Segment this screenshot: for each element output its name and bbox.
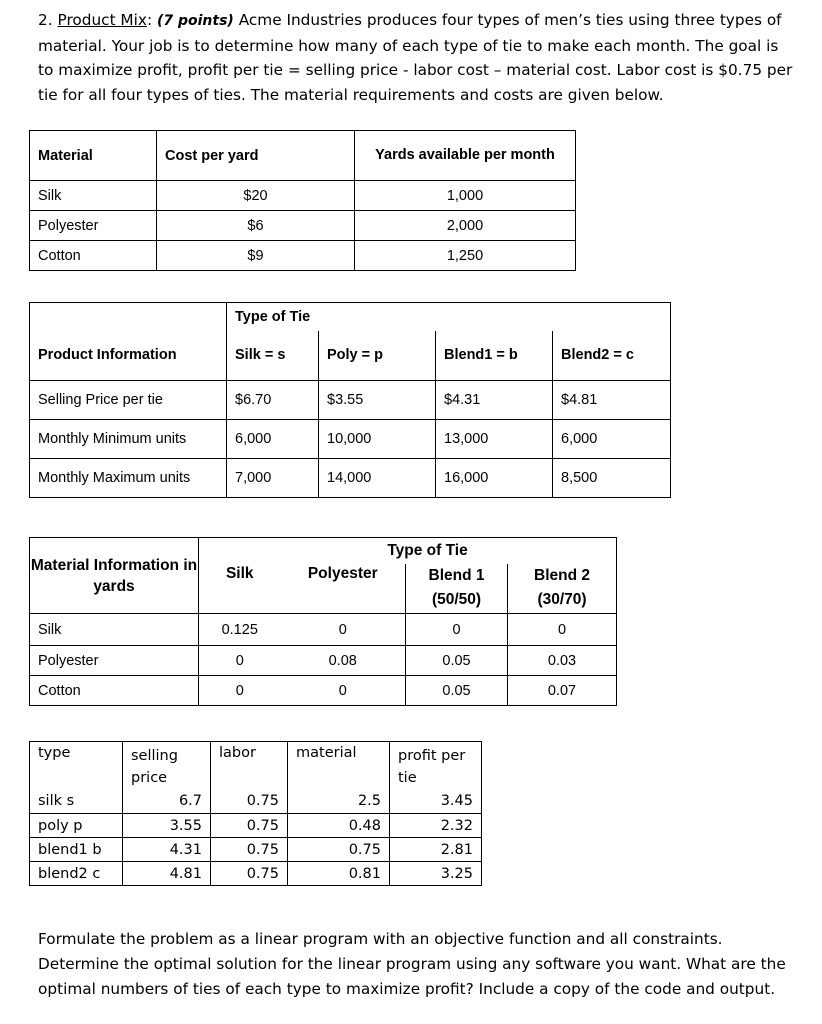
row-label: Silk xyxy=(30,614,199,646)
material-cost: $20 xyxy=(157,181,355,211)
header-blend1: Blend 1 (50/50) xyxy=(406,564,508,614)
cell-value: $6.70 xyxy=(227,381,319,420)
row-label: Monthly Minimum units xyxy=(30,420,227,459)
cell-value: 0 xyxy=(281,614,406,646)
header-blend2: Blend2 = c xyxy=(553,331,671,381)
problem-title: Product Mix xyxy=(57,11,147,29)
cell-value: 0.05 xyxy=(406,676,508,706)
cell-value: 8,500 xyxy=(553,459,671,498)
header-material: Material xyxy=(30,131,157,181)
header-material-information: Material Information in yards xyxy=(30,538,199,614)
cell-value: 10,000 xyxy=(319,420,436,459)
header-type: type xyxy=(30,742,123,790)
material-name: Silk xyxy=(30,181,157,211)
header-selling-price: selling price xyxy=(123,742,211,790)
row-label: Selling Price per tie xyxy=(30,381,227,420)
cell-value: 6,000 xyxy=(227,420,319,459)
cell-value: 0 xyxy=(199,676,281,706)
cell-value: 7,000 xyxy=(227,459,319,498)
cell-value: 0.07 xyxy=(508,676,617,706)
cell-value: 0 xyxy=(199,646,281,676)
profit-per-tie-table xyxy=(29,741,482,886)
cell-value: 2.5 xyxy=(288,790,390,814)
cell-value: 2.81 xyxy=(390,838,482,862)
cell-value: 14,000 xyxy=(319,459,436,498)
blank-corner xyxy=(30,303,227,331)
cell-value: 0 xyxy=(281,676,406,706)
row-label: Polyester xyxy=(30,646,199,676)
header-silk: Silk = s xyxy=(227,331,319,381)
material-yards: 1,250 xyxy=(355,241,576,271)
material-cost: $6 xyxy=(157,211,355,241)
problem-points: (7 points) xyxy=(156,13,234,29)
row-label: Monthly Maximum units xyxy=(30,459,227,498)
cell-value: 0 xyxy=(406,614,508,646)
header-cost-per-yard: Cost per yard xyxy=(157,131,355,181)
problem-instructions: Formulate the problem as a linear program with an objective function and all constraints. Determine the optimal solution for the linear program using any software you want. What are the optimal numbers of ties of each type to maximize profit? Include a copy of the code and output. xyxy=(38,930,786,998)
cell-value: 0.81 xyxy=(288,862,390,886)
yards-per-tie-table xyxy=(29,537,617,706)
header-polyester: Polyester xyxy=(281,564,406,614)
cell-value: 0 xyxy=(508,614,617,646)
cell-value: 0.08 xyxy=(281,646,406,676)
cell-value: 3.55 xyxy=(123,814,211,838)
cell-value: 16,000 xyxy=(436,459,553,498)
header-poly: Poly = p xyxy=(319,331,436,381)
cell-value: $4.31 xyxy=(436,381,553,420)
material-name: Polyester xyxy=(30,211,157,241)
material-yards: 1,000 xyxy=(355,181,576,211)
cell-value: 0.75 xyxy=(211,814,288,838)
cell-value: 0.75 xyxy=(288,838,390,862)
header-profit-per-tie: profit per tie xyxy=(390,742,482,790)
type-of-tie-header: Type of Tie xyxy=(227,303,671,331)
cell-value: 4.81 xyxy=(123,862,211,886)
product-info-table xyxy=(29,302,671,498)
cell-value: 3.25 xyxy=(390,862,482,886)
cell-value: 0.75 xyxy=(211,862,288,886)
material-yards: 2,000 xyxy=(355,211,576,241)
row-label: Cotton xyxy=(30,676,199,706)
material-cost: $9 xyxy=(157,241,355,271)
cell-value: 0.05 xyxy=(406,646,508,676)
problem-intro: 2. Product Mix: (7 points) Acme Industries produces four types of men’s ties using three types of material. Your job is to determine how many of each type of tie to make each month. The goal is to maximize profit, profit per tie = selling price - labor cost – material cost. Labor cost is $0.75 per tie for all four types of ties. The material requirements and costs are given below. xyxy=(38,11,793,104)
header-blend2: Blend 2 (30/70) xyxy=(508,564,617,614)
header-labor: labor xyxy=(211,742,288,790)
header-blend1: Blend1 = b xyxy=(436,331,553,381)
cell-value: 0.48 xyxy=(288,814,390,838)
material-cost-table xyxy=(29,130,576,271)
cell-value: 4.31 xyxy=(123,838,211,862)
row-type: blend2 c xyxy=(30,862,123,886)
cell-value: 0.75 xyxy=(211,790,288,814)
cell-value: 6,000 xyxy=(553,420,671,459)
cell-value: 13,000 xyxy=(436,420,553,459)
cell-value: 0.03 xyxy=(508,646,617,676)
cell-value: $3.55 xyxy=(319,381,436,420)
header-yards-available: Yards available per month xyxy=(355,131,576,181)
problem-number: 2. xyxy=(38,11,53,29)
header-silk: Silk xyxy=(199,564,281,614)
cell-value: 2.32 xyxy=(390,814,482,838)
material-name: Cotton xyxy=(30,241,157,271)
cell-value: 3.45 xyxy=(390,790,482,814)
row-type: silk s xyxy=(30,790,123,814)
cell-value: $4.81 xyxy=(553,381,671,420)
problem-text: Acme Industries produces four types of men’s ties using three types of material. Your job is to determine how many of each type of tie to make each month. The goal is to maximize profit, profit per tie = selling price - labor cost – material cost. Labor cost is $0.75 per tie for all four types of ties. The material requirements and costs are given below. xyxy=(38,11,793,104)
header-material: material xyxy=(288,742,390,790)
row-type: blend1 b xyxy=(30,838,123,862)
cell-value: 6.7 xyxy=(123,790,211,814)
cell-value: 0.125 xyxy=(199,614,281,646)
header-product-information: Product Information xyxy=(30,331,227,381)
cell-value: 0.75 xyxy=(211,838,288,862)
row-type: poly p xyxy=(30,814,123,838)
type-of-tie-header: Type of Tie xyxy=(199,538,617,564)
